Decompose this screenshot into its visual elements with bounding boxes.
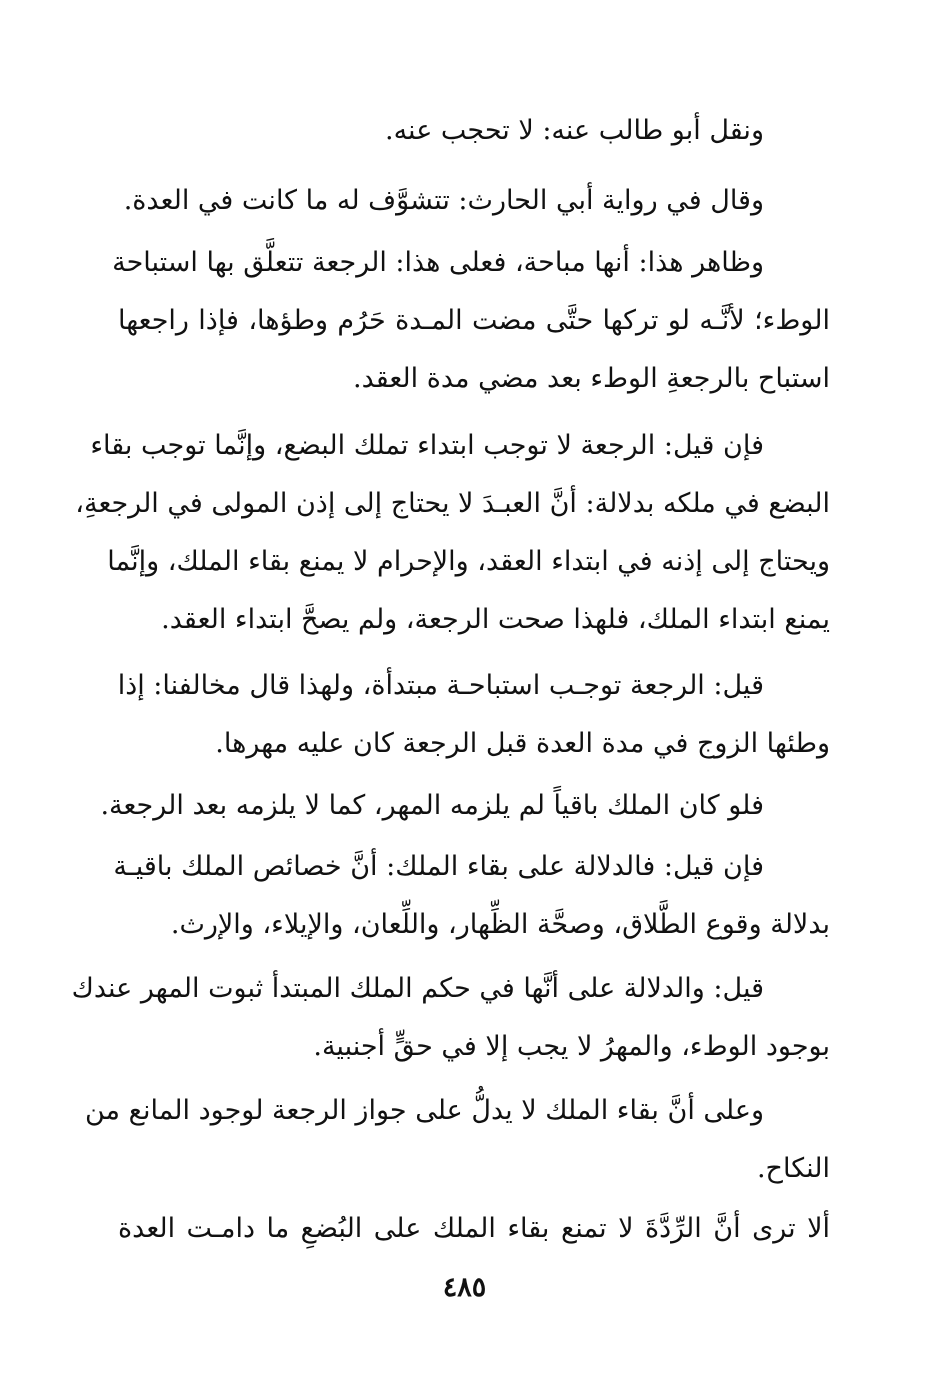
text-line: النكاح.	[756, 1153, 830, 1184]
text-line: قيل: والدلالة على أنَّها في حكم الملك المبتدأ ثبوت المهر عندك	[71, 973, 764, 1004]
paragraph-2	[118, 172, 830, 230]
text-line: ألا ترى أنَّ الرِّدَّةَ لا تمنع بقاء الملك على البُضعِ ما دامـت العدة	[118, 1213, 830, 1244]
text-line: وقال في رواية أبي الحارث: تتشوَّف له ما كانت في العدة.	[123, 185, 764, 216]
text-line: يمنع ابتداء الملك، فلهذا صحت الرجعة، ولم يصحَّ ابتداء العقد.	[161, 604, 830, 635]
text-line: فلو كان الملك باقياً لم يلزمه المهر، كما لا يلزمه بعد الرجعة.	[100, 790, 764, 821]
text-line: وعلى أنَّ بقاء الملك لا يدلُّ على جواز الرجعة لوجود المانع من	[84, 1095, 764, 1126]
text-line: بوجود الوطء، والمهرُ لا يجب إلا في حقٍّ أجنبية.	[313, 1031, 830, 1062]
paragraph-5	[118, 657, 830, 773]
text-line: ونقل أبو طالب عنه: لا تحجب عنه.	[384, 115, 764, 146]
paragraph-6	[100, 777, 830, 835]
text-line: الوطء؛ لأنَّـه لو تركها حتَّى مضت المـدة حَرُم وطؤها، فإذا راجعها	[118, 305, 830, 336]
text-line: قيل: الرجعة توجـب استباحـة مبتدأة، ولهذا قال مخالفنا: إذا	[117, 670, 764, 701]
paragraph-9	[84, 1082, 830, 1198]
text-line: وظاهر هذا: أنها مباحة، فعلى هذا: الرجعة تتعلَّق بها استباحة	[112, 247, 764, 278]
paragraph-10	[118, 1200, 830, 1258]
paragraph-4	[75, 417, 830, 649]
text-line: فإن قيل: الرجعة لا توجب ابتداء تملك البضع، وإنَّما توجب بقاء	[90, 430, 764, 461]
paragraph-3	[112, 234, 830, 408]
text-line: استباح بالرجعةِ الوطء بعد مضي مدة العقد.	[352, 363, 830, 394]
paragraph-7	[113, 838, 830, 954]
page-number: ٤٨٥	[442, 1272, 487, 1303]
text-line: وطئها الزوج في مدة العدة قبل الرجعة كان عليه مهرها.	[215, 728, 830, 759]
text-line: فإن قيل: فالدلالة على بقاء الملك: أنَّ خصائص الملك باقيـة	[113, 851, 764, 882]
paragraph-1	[118, 102, 830, 160]
text-line: بدلالة وقوع الطَّلاق، وصحَّة الظِّهار، واللِّعان، والإيلاء، والإرث.	[170, 909, 830, 940]
text-line: ويحتاج إلى إذنه في ابتداء العقد، والإحرام لا يمنع بقاء الملك، وإنَّما	[107, 546, 830, 577]
text-line: البضع في ملكه بدلالة: أنَّ العبـدَ لا يحتاج إلى إذن المولى في الرجعةِ،	[75, 488, 830, 519]
paragraph-8	[71, 960, 830, 1076]
